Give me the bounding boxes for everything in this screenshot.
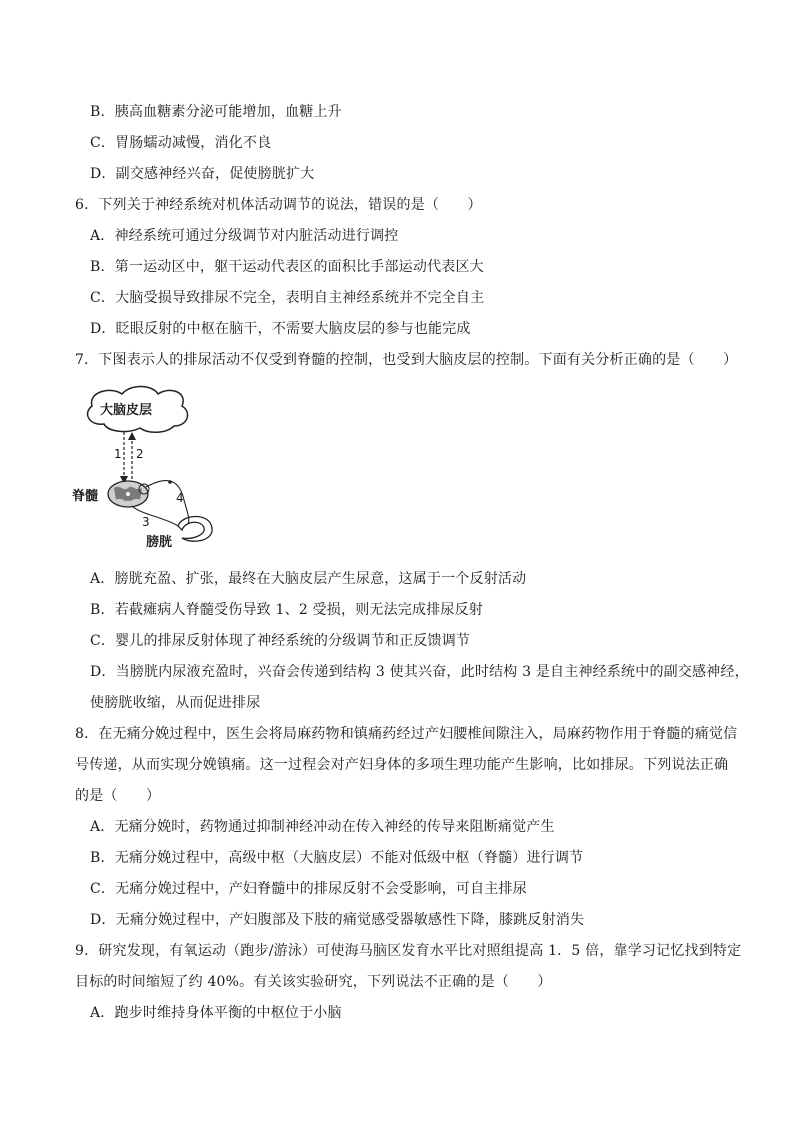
- q7-option-d-line1: D．当膀胱内尿液充盈时，兴奋会传递到结构 3 使其兴奋，此时结构 3 是自主神经系统中的副交感神经，: [90, 664, 749, 680]
- q7-option-a: A．膀胱充盈、扩张，最终在大脑皮层产生尿意，这属于一个反射活动: [90, 571, 527, 587]
- q8-option-d: D．无痛分娩过程中，产妇腹部及下肢的痛觉感受器敏感性下降，膝跳反射消失: [90, 912, 585, 928]
- question-9-stem-line1: 9．研究发现，有氧运动（跑步/游泳）可使海马脑区发育水平比对照组提高 1．5 倍，靠学习记忆找到特定: [75, 943, 742, 959]
- q6-option-d: D．眨眼反射的中枢在脑干，不需要大脑皮层的参与也能完成: [90, 321, 471, 337]
- spinal-cord-label: 脊髓: [72, 489, 99, 504]
- q5-option-c: C．胃肠蠕动减慢，消化不良: [90, 135, 272, 151]
- question-9-stem-line2: 目标的时间缩短了约 40%。有关该实验研究，下列说法不正确的是（ ）: [75, 974, 552, 990]
- q7-option-d-line2: 使膀胱收缩，从而促进排尿: [90, 695, 261, 711]
- bladder-shape: [178, 517, 212, 542]
- cortex-label: 大脑皮层: [100, 403, 153, 418]
- q6-option-c: C．大脑受损导致排尿不完全，表明自主神经系统并不完全自主: [90, 290, 485, 306]
- bladder-label: 膀胱: [146, 535, 173, 550]
- q7-option-c: C．婴儿的排尿反射体现了神经系统的分级调节和正反馈调节: [90, 633, 471, 649]
- q8-option-c: C．无痛分娩过程中，产妇脊髓中的排尿反射不会受影响，可自主排尿: [90, 881, 527, 897]
- question-8-stem-line1: 8．在无痛分娩过程中，医生会将局麻药物和镇痛药经过产妇腰椎间隙注入，局麻药物作用于脊髓的痛觉信: [75, 726, 738, 742]
- q5-option-b: B．胰高血糖素分泌可能增加，血糖上升: [90, 104, 342, 120]
- question-6-stem: 6．下列关于神经系统对机体活动调节的说法，错误的是（ ）: [75, 197, 482, 213]
- pathway-2-arrow: [128, 432, 136, 440]
- q6-option-a: A．神经系统可通过分级调节对内脏活动进行调控: [90, 228, 399, 244]
- question-8-stem-line2: 号传递，从而实现分娩镇痛。这一过程会对产妇身体的多项生理功能产生影响，比如排尿。下列说法正确: [75, 757, 729, 773]
- q5-option-d: D．副交感神经兴奋，促使膀胱扩大: [90, 166, 315, 182]
- efferent-nerve-3: [132, 506, 178, 526]
- q8-option-a: A．无痛分娩时，药物通过抑制神经冲动在传入神经的传导来阻断痛觉产生: [90, 819, 555, 835]
- q8-option-b: B．无痛分娩过程中，高级中枢（大脑皮层）不能对低级中枢（脊髓）进行调节: [90, 850, 584, 866]
- question-7-stem: 7．下图表示人的排尿活动不仅受到脊髓的控制，也受到大脑皮层的控制。下面有关分析正确的是（ ）: [75, 352, 738, 368]
- q7-option-b: B．若截瘫病人脊髓受伤导致 1、2 受损，则无法完成排尿反射: [90, 602, 484, 618]
- pathway-1-number: 1: [114, 447, 122, 461]
- micturition-reflex-diagram: [70, 384, 240, 554]
- nerve-4-number: 4: [176, 491, 184, 505]
- nerve-4-dot: [168, 480, 172, 484]
- pathway-2-number: 2: [136, 447, 144, 461]
- nerve-3-number: 3: [142, 515, 150, 529]
- central-canal: [126, 492, 130, 496]
- question-8-stem-line3: 的是（ ）: [75, 788, 161, 804]
- q9-option-a: A．跑步时维持身体平衡的中枢位于小脑: [90, 1005, 342, 1021]
- q6-option-b: B．第一运动区中，躯干运动代表区的面积比手部运动代表区大: [90, 259, 484, 275]
